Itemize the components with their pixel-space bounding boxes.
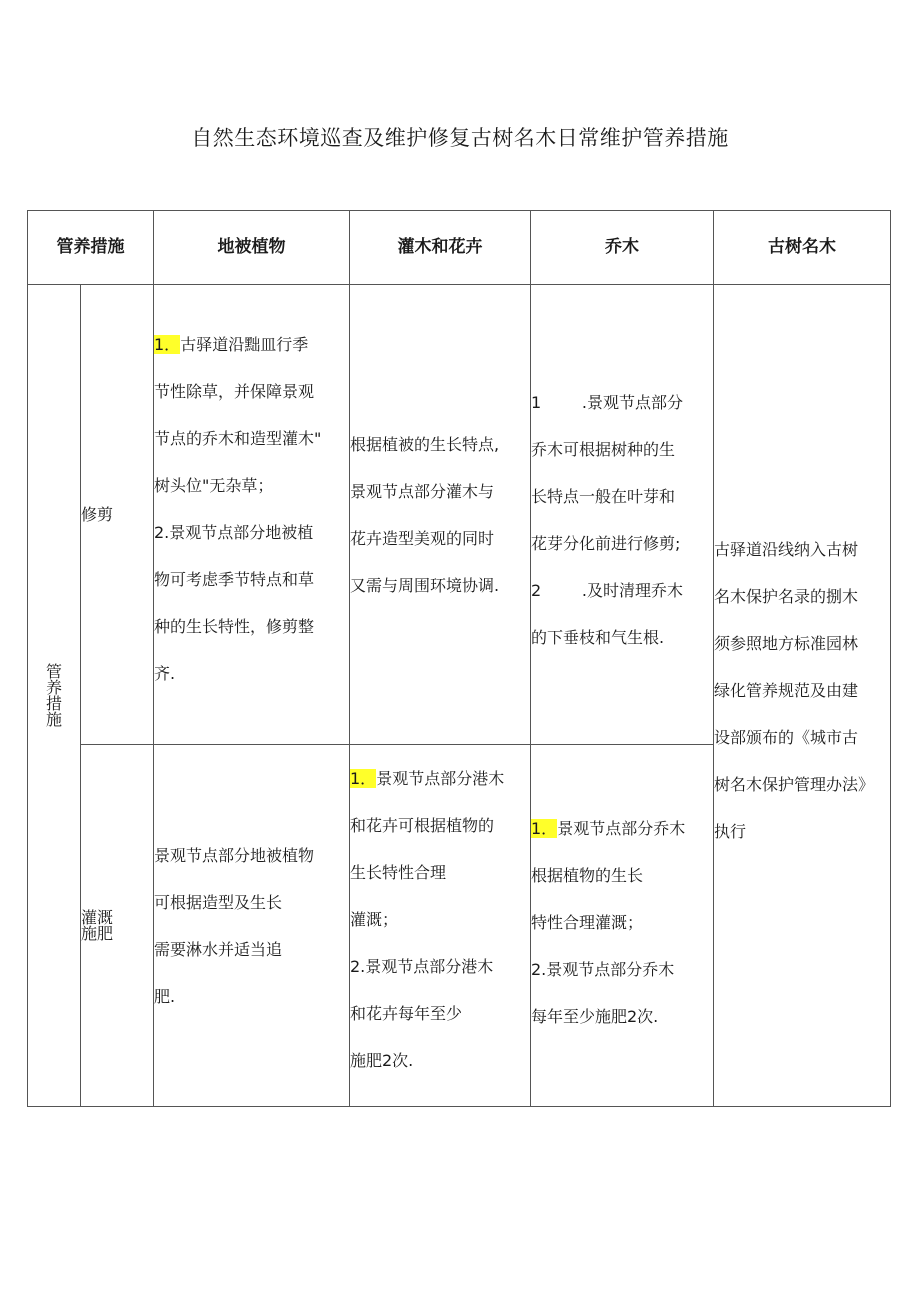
header-ancient-trees: 古树名木	[714, 211, 891, 285]
irrigation-ground-cover-cell	[154, 745, 350, 1107]
care-measures-table	[27, 210, 891, 1107]
text-line: 的下垂枝和气生根.	[531, 628, 665, 647]
highlight-marker: 1．	[531, 819, 558, 838]
text-line: 长特点一般在叶芽和	[531, 487, 676, 506]
text-line: 可根据造型及生长	[154, 892, 283, 912]
text-line: 根据植被的生长特点,	[350, 434, 500, 454]
document-title: 自然生态环境巡查及维护修复古树名木日常维护管养措施	[191, 126, 729, 150]
text-line: 景观节点部分地被植物	[154, 845, 315, 865]
ancient-trees-cell	[714, 285, 891, 1107]
pruning-trees-cell	[531, 285, 714, 745]
header-shrubs-flowers: 灌木和花卉	[350, 211, 531, 285]
text-line: 设部颁布的《城市古	[714, 728, 859, 747]
group-label-char: 施	[45, 709, 62, 729]
pruning-ground-cover-cell: 1．古驿道沿黜皿行季 节性除草，并保障景观 节点的乔木和造型灌木" 树头位"无杂草； 2.景观节点部分地被植 物可考虑季节特点和草 种的生长特性，修剪整 齐.	[154, 285, 350, 745]
text-line: 花卉造型美观的同时	[350, 528, 495, 548]
header-ground-cover: 地被植物	[154, 211, 350, 285]
header-row	[28, 211, 891, 285]
text-line: 物可考虑季节特点和草	[154, 570, 315, 589]
text-line: 节点的乔木和造型灌木"	[154, 429, 322, 448]
text-line: 2.景观节点部分乔木	[531, 960, 675, 979]
text-line: 又需与周围环境协调.	[350, 575, 500, 595]
text-line: 种的生长特性，修剪整	[154, 617, 315, 636]
text-line: 绿化管养规范及由建	[714, 681, 859, 700]
row-label-pruning: 修剪	[81, 285, 154, 745]
text-line: 树名木保护管理办法》	[714, 775, 875, 794]
text-line: 2.景观节点部分港木	[350, 957, 494, 976]
highlight-marker: 1．	[154, 335, 181, 354]
header-trees: 乔木	[531, 211, 714, 285]
text-line: 和花卉可根据植物的	[350, 816, 495, 835]
group-label-char: 管	[45, 661, 62, 681]
text-line: 景观节点部分灌木与	[350, 481, 495, 501]
text-line: 乔木可根据树种的生	[531, 440, 676, 459]
header-care-measures: 管养措施	[28, 211, 154, 285]
row-label-irrigation: 灌溉 施肥	[81, 745, 154, 1107]
text-line: 节性除草，并保障景观	[154, 382, 315, 401]
text-line: 特性合理灌溉；	[531, 913, 644, 932]
text-line: 1 .景观节点部分	[531, 393, 683, 412]
text-line: 2 .及时清理乔木	[531, 581, 683, 600]
group-label-cell	[28, 285, 81, 1107]
group-label-char: 措	[45, 693, 62, 713]
text-line: 每年至少施肥2次.	[531, 1007, 659, 1026]
text-line: 执行	[714, 822, 747, 841]
group-label-char: 养	[45, 677, 62, 697]
irrigation-trees-cell: 1．景观节点部分乔木 根据植物的生长 特性合理灌溉； 2.景观节点部分乔木 每年至少施肥2次.	[531, 745, 714, 1107]
text-line: 和花卉每年至少	[350, 1004, 463, 1023]
text-line: 树头位"无杂草；	[154, 476, 274, 495]
text-line: 齐.	[154, 664, 176, 683]
text-line: 古驿道沿线纳入古树	[714, 540, 859, 559]
text-line: 需要淋水并适当追	[154, 939, 283, 959]
text-line: 2.景观节点部分地被植	[154, 523, 314, 542]
text-line: 施肥2次.	[350, 1051, 414, 1070]
irrigation-shrubs-cell: 1．景观节点部分港木 和花卉可根据植物的 生长特性合理 灌溉； 2.景观节点部分港木 和花卉每年至少 施肥2次.	[350, 745, 531, 1107]
text-line: 花芽分化前进行修剪;	[531, 534, 681, 553]
pruning-shrubs-cell	[350, 285, 531, 745]
text-line: 名木保护名录的捌木	[714, 587, 859, 606]
table-row-pruning	[28, 285, 891, 745]
highlight-marker: 1．	[350, 769, 377, 788]
text-line: 生长特性合理	[350, 863, 447, 882]
text-line: 根据植物的生长	[531, 866, 644, 885]
text-line: 须参照地方标准园林	[714, 634, 859, 653]
text-line: 灌溉；	[350, 910, 399, 929]
text-line: 肥.	[154, 986, 176, 1006]
